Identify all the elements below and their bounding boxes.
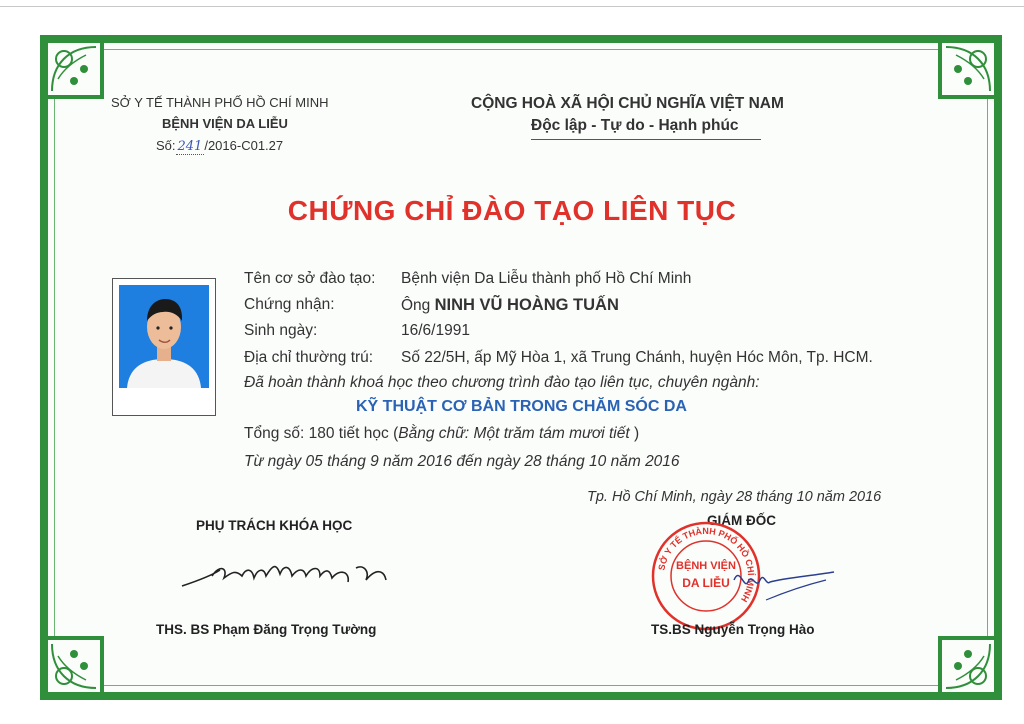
address-value: Số 22/5H, ấp Mỹ Hòa 1, xã Trung Chánh, huyện Hóc Môn, Tp. HCM.: [401, 349, 873, 366]
stamp-line-2: DA LIỄU: [682, 576, 730, 590]
document-number: [156, 138, 283, 154]
address-label: Địa chỉ thường trú:: [244, 349, 374, 366]
corner-ornament-icon: [938, 636, 998, 696]
department-name: SỞ Y TẾ THÀNH PHỐ HỒ CHÍ MINH: [111, 95, 329, 110]
course-name: KỸ THUẬT CƠ BẢN TRONG CHĂM SÓC DA: [356, 398, 687, 415]
total-label: Tổng số:: [244, 425, 305, 442]
republic-name: CỘNG HOÀ XÃ HỘI CHỦ NGHĨA VIỆT NAM: [471, 95, 784, 112]
institution-value: Bệnh viện Da Liễu thành phố Hồ Chí Minh: [401, 270, 692, 287]
course-supervisor-title: PHỤ TRÁCH KHÓA HỌC: [196, 518, 353, 533]
stamp-line-1: BỆNH VIỆN: [676, 560, 736, 572]
birth-label: Sinh ngày:: [244, 322, 318, 339]
director-title: GIÁM ĐỐC: [707, 513, 776, 528]
supervisor-name: THS. BS Phạm Đăng Trọng Tường: [156, 622, 377, 637]
number-prefix: Số:: [156, 138, 176, 153]
certify-name: NINH VŨ HOÀNG TUẤN: [434, 296, 619, 314]
national-motto: Độc lập - Tự do - Hạnh phúc: [531, 117, 739, 134]
portrait-photo: [119, 285, 209, 388]
total-line: [244, 425, 639, 443]
portrait-photo-frame: [112, 278, 216, 416]
training-period: Từ ngày 05 tháng 9 năm 2016 đến ngày 28 tháng 10 năm 2016: [244, 453, 680, 470]
motto-underline: [531, 139, 761, 140]
hospital-name: BỆNH VIỆN DA LIỄU: [162, 116, 288, 131]
director-signature: [730, 560, 840, 610]
stamp-ring-text: SỞ Y TẾ THÀNH PHỐ HỒ CHÍ MINH: [656, 525, 757, 604]
birth-value: 16/6/1991: [401, 322, 470, 339]
corner-ornament-icon: [44, 39, 104, 99]
corner-ornament-icon: [938, 39, 998, 99]
number-suffix: /2016-C01.27: [204, 138, 284, 153]
certify-prefix: Ông: [401, 297, 431, 314]
supervisor-signature: [180, 554, 410, 594]
corner-ornament-icon: [44, 636, 104, 696]
total-words: Bằng chữ: Một trăm tám mươi tiết: [398, 425, 630, 442]
completed-statement: Đã hoàn thành khoá học theo chương trình đào tạo liên tục, chuyên ngành:: [244, 374, 760, 391]
institution-label: Tên cơ sở đào tạo:: [244, 270, 376, 287]
number-handwritten: 241: [177, 139, 203, 154]
certify-label: Chứng nhận:: [244, 296, 335, 313]
total-value: 180 tiết học (: [308, 425, 399, 442]
director-name: TS.BS Nguyễn Trọng Hào: [651, 622, 815, 637]
certify-value: [401, 296, 619, 315]
total-close: ): [629, 425, 640, 442]
scan-edge-line: [0, 6, 1024, 7]
certificate-title: CHỨNG CHỈ ĐÀO TẠO LIÊN TỤC: [287, 195, 737, 226]
issue-date-place: Tp. Hồ Chí Minh, ngày 28 tháng 10 năm 2016: [587, 489, 882, 505]
